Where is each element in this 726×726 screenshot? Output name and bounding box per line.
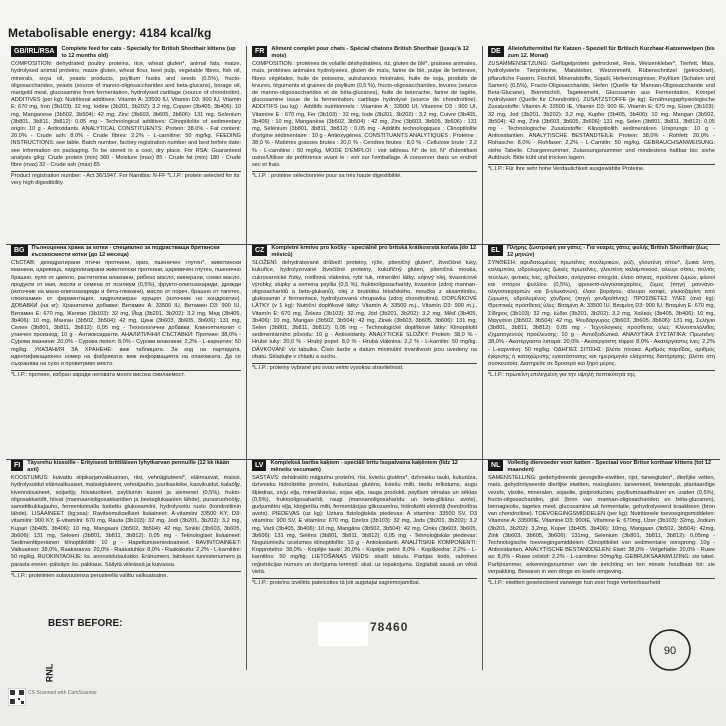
- scanner-watermark: CS Scanned with CamScanner: [28, 690, 97, 696]
- panel-fr: [246, 46, 482, 244]
- panel-body: ZUSAMMENSETZUNG: Geflügelprotein getrocknet, Reis, Weizenkleber*, Tierfett, Mais, hydrolysierte Tierproteine, Maiskleber, Weizenmehl, Rübenschnitzel (getrocknet), pflanzliche Fasern, Fischöl, Mineralstoffe, Sojaöl, Hefeerzeugnisse, Psyllium (Schalen und Samen) (0,5%), Fructo-Oligosaccharide, Hefen (Quelle für Mannan-Oligosaccharide und Beta-Glucane), Borretschöl, Tagetesmehl, Glucosamin aus Fermentation, Knorpel hydrolysiert (Quelle für Chondroitin). ZUSATZSTOFFE (je kg): Ernährungsphysiologische Zusatzstoffe: Vitamin A: 33500 IE, Vitamin D3: 900 IE, Vitamin E: 670 mg, Eisen (3b103): 32 mg, Jod (3b201, 3b202): 3,2 mg, Kupfer (3b405, 3b406): 10 mg, Mangan (3b502, 3b504): 42 mg, Zink (3b603, 3b605, 3b606): 131 mg, Selen (3b801, 3b811, 3b812): 0,05 mg - Technologische Zusatzstoffe: Klinoptilolith sedimentären Ursprungs: 10 g - Antioxidantien. ANALYTISCHE BESTANDTEILE: Protein: 38,0% - Rohfett: 20,0% - Rohasche: 8,0% - Rohfaser: 2,2% - L-Carnitin: 50 mg/kg. GEBRAUCHSANWEISUNG: siehe Tabelle. Chargennummer, Zulassungsnummer und mindestens haltbar bis: siehe Aufdruck. Bitte kühl und trocken lagern.: [488, 61, 715, 161]
- panel-title: Täysrehu kissoille - Erityisesti brittiläisen lyhytkarvan pennuille (12 kk ikään asti): [27, 460, 230, 473]
- lang-code-lv: LV: [252, 460, 266, 471]
- panel-title: Kompleksā barība kaķiem - speciāli britu īsspalvaina kaķēniem (līdz 12 mēnešu vecumam): [270, 460, 458, 473]
- lang-code-gb: GB/IRL/RSA: [11, 46, 57, 57]
- panel-title: Complete feed for cats - Specially for British Shorthair kittens (up to 12 months old): [61, 46, 236, 59]
- panel-footnote: Product registration number: - Act 36/1947. For Namibia: N-FF *L.I.P.: protein selected for its very high digestibility.: [11, 173, 240, 187]
- lang-code-fi: FI: [11, 460, 23, 471]
- panel-body: SAMENSTELLING: gedehydreerde gevogelte-eiwitten, rijst, tarwegluten*, dierlijke vetten, maïs, gehydrolyseerde dierlijke eiwitten, maïsgluten, tarwemeel, bietenpulp, plantaardige vezels, visolie, mineralen, sojaolie, gistproducten, psylliumzaadhulzen en -zaden (0,5%), fructo-oligosachariden, gist (bron van mannan-oligosachariden en bèta-glucanen), bernagieolie, tagetes meel, glucosamine uit fermentatie, gehydrolyseerd kraakbeen (bron van chondroïtine). TOEVOEGINGSMIDDELEN (per kg): Nutritionele toevoegingsmiddelen: Vitamine A: 33500IE, Vitamine D3: 900IE, Vitamine E: 670mg, IJzer (3b103): 32mg, Jodium (3b201, 3b202): 3,2mg, Koper (3b405, 3b406): 10mg, Mangaan (3b502, 3b504): 42mg, Zink (3b603, 3b605, 3b606): 131mg, Selenium (3b801, 3b811, 3b812): 0,05mg - Technologische toevoegingsmiddelen: Clinoptiloliet van sedimentaire oorsprong: 10g - Antioxidanten. ANALYTISCHE BESTANDDELEN: Eiwit: 38,0% - Vetgehalte: 20,0% - Ruwe as: 8,0% - Ruwe celstof: 2,2% - L-carnitine: 50mg/kg. GEBRUIKSAANWIJZING: zie tabel. Partijnummer, erkenningsnummer van de inrichting en ten minste houdbaar tot: zie verpakking. Bewaren in een droge en koele omgeving.: [488, 475, 715, 575]
- qr-code-icon: [8, 688, 26, 706]
- language-grid: [6, 46, 720, 670]
- panel-title: Aliment complet pour chats - Spécial chatons British Shorthair (jusqu'à 12 mois): [271, 46, 469, 59]
- recycle-symbol-icon: [640, 620, 700, 680]
- panel-body: ΣΥΝΘΕΣΗ: αφυδατωμένες πρωτεΐνες πουλερικών, ρύζι, γλουτένη σίτου*, ζωικά λίπη, καλαμπόκι, υδρολυμένες ζωικές πρωτεΐνες, γλουτένη καλαμποκιού, αλεύρι σίτου, πολτός τεύτλων, φυτικές ίνες, ιχθυέλαιο, ανόργανα στοιχεία, έλαιο σόγιας, προϊόντα ζυμών, φλοιοί και σπόροι ψυλλίου (0,5%), φρουκτο-ολιγοσακχαρίτες, ζύμες (πηγή μαννάνο-ολιγοσακχαριτών και β-γλυκανών), έλαιο βοράγου, άλευρο κατιφέ, γλυκοζαμίνη από ζύμωση, υδρολυμένος χόνδρος (πηγή χονδροϊτίνης). ΠΡΟΣΘΕΤΕΣ ΥΛΕΣ (ανά kg): Θρεπτικές πρόσθετες ύλες: Βιταμίνη A: 33500 IU, Βιταμίνη D3: 900 IU, Βιταμίνη E: 670 mg, Σίδηρος (3b103): 32 mg, Ιώδιο (3b201, 3b202): 3,2 mg, Χαλκός (3b405, 3b406): 10 mg, Μαγγάνιο (3b502, 3b504): 42 mg, Ψευδάργυρος (3b603, 3b605, 3b606): 131 mg, Σελήνιο (3b801, 3b811, 3b812): 0,05 mg - Τεχνολογικές πρόσθετες ύλες: Κλινοπτιλόλιθος ιζηματογενούς προέλευσης: 10 g - Αντιοξειδωτικά. ΑΝΑΛΥΤΙΚΑ ΣΥΣΤΑΤΙΚΑ: Πρωτεΐνη: 38,0% - Ακατέργαστα λιπαρά: 20,0% - Ακατέργαστη τέφρα: 8,0% - Ακατέργαστες ίνες: 2,2% - L-καρνιτίνη: 50 mg/kg. ΟΔΗΓΙΕΣ ΣΙΤΙΣΗΣ: βλέπε πίνακα. Αριθμός παρτίδας, αριθμός έγκρισης ή καταχώρισης εγκατάστασης και ημερομηνία ελάχιστης διατήρησης: βλέπε στη συσκευασία. Διατηρείτε σε δροσερό και ξηρό μέρος.: [488, 260, 715, 368]
- panel-gb: [6, 46, 246, 244]
- panel-title: Alleinfuttermittel für Katzen - Speziell für Britisch Kurzhaar-Katzenwelpen (bis zum 12. Monat): [507, 46, 715, 59]
- panel-footnote: *L.I.P. : protéine sélectionnée pour sa très haute digestibilité.: [252, 171, 477, 180]
- panel-footnote: *L.I.P.: proteiinien sulavuutensa perusteella valittu valkuaisaine.: [11, 571, 241, 580]
- metabolisable-energy: Metabolisable energy: 4184 kcal/kg: [8, 26, 212, 40]
- panel-title: Kompletní krmivo pro kočky - speciálně pro britská krátkosrstá koťata (do 12 měsíců): [271, 245, 477, 258]
- panel-footnote: *L.I.P.: proteiny vybrané pro svou velmi vysokou stravitelnost.: [252, 363, 477, 372]
- lang-code-nl: NL: [488, 460, 503, 471]
- grid-row-2: [6, 245, 720, 459]
- panel-body: СЪСТАВ: дехидратирани птичи протеини, ориз, пшеничен глутен*, животински мазнини, царевица, хидролизирани животински протеини, царевичен глутен, пшенично брашно, пулп от цвекло, растителни влакнини, рибено масло, минерали, соево масло, продукти от мая, люспи и семена от псилиум (0,5%), фрукто-олигозахариди, дрожди (източник на мано-олигозахариди и бета-глюкани), масло от пореч, брашно от тагетес, глюкозамин от ферментация, хидролизиран хрущял (източник на хондроитин). ДОБАВКИ (на кг): Хранителни добавки: Витамин А: 33500 IU, Витамин D3: 900 IU, Витамин Е: 670 mg, Желязо (3b103): 32 mg, Йод (3b201, 3b202): 3,2 mg, Мед (3b405, 3b406): 10 mg, Манган (3b502, 3b504): 42 mg, Цинк (3b603, 3b605, 3b606): 131 mg, Селен (3b801, 3b811, 3b812): 0,05 mg - Технологични добавки: Клиноптилолит с утаечен произход: 10 g - Антиоксиданти. АНАЛИТИЧНИ СЪСТАВКИ: Протеин: 38,0% - Сурови мазнини: 20,0% - Сурова пепел: 8,0% - Сурови влакнини: 2,2% - L-карнитин: 50 mg/kg. УКАЗАНИЯ ЗА ХРАНЕНЕ: виж таблицата. За код на партидата, идентификационен номер на фабриката: виж информацията на опаковката. Да се съхранява на сухо и проветриво място.: [11, 260, 241, 368]
- panel-body: KOOSTUMUS: kuivattu siipikarjanvalkuainen, riisi, vehnägluteeni*, eläinrasvat, maissi, hydrolysoidut eläinvalkuaiset, maissigluteeni, vehnäjauho, juurikasleike, kasvikuidut, kalaöljy, kivennäisaineet, soijaöljy, hiivatuotteet, psylliumin kuoret ja siemenet (0,5%), frukto-oligosakkaridit, hiivat (mannaanioligosakkaridien ja beetaglukaanien lähde), purasruohoöljy, samettikukkajauho, fermentoimalla tuotettu glukosamiini, hydrolysoitu rusto (kondroitiinin lähde). LISÄAINEET (kg:ssa): Ravitsemukselliset lisäaineet: A-vitamiini 33500 KY, D3-vitamiini: 900 KY, E-vitamiini: 670 mg, Rauta (3b103): 32 mg, Jodi (3b201, 3b202): 3,2 mg, Kupari (3b405, 3b406): 10 mg, Mangaani (3b502, 3b504): 42 mg, Sinkki (3b603, 3b605, 3b606): 131 mg, Seleeni (3b801, 3b811, 3b812): 0,05 mg - Teknologiset lisäaineet: Sedimenttiperäinen klinoptiloliitti: 10 g - Hapettumisenestoaineet. RAVINTOAINEET: Valkuainen: 38,0%, Raakarasva: 20,0% - Raakatuhka: 8,0% - Raakakuitu: 2,2% - L-karnitiini: 50 mg/kg. RUOKINTAOHJE: ks. annostelutaulukko. Eränumero, laitoksen tunnistenumero ja parasta ennen -päiväys: ks. pakkaus. Säilytä viileässä ja kuivassa.: [11, 475, 241, 568]
- panel-body: SLOŽENÍ: dehydratované drůbeží proteiny, rýže, pšeničný gluten*, živočišné tuky, kukuřice, hydrolyzované živočišné proteiny, kukuřičný gluten, pšeničná mouka, cukrovarnické řízky, rostlinná vláknina, rybí tuk, minerální látky, sójový olej, kvasnicové výrobky, slupky a semena psyllia (0,5 %), fruktooligosacharidy, kvasnice (zdroj mannan-oligosacharidů a beta-glukanů), olej z brutnáku lékařského, moučka z aksamitníku, glukosamin z fermentace, hydrolyzovaná chrupavka (zdroj chondroitinu). DOPLŇKOVÉ LÁTKY (v 1 kg): Nutriční doplňkové látky: Vitamín A: 33500 m.j., Vitamín D3: 900 m.j., Vitamín E: 670 mg, Železo (3b103): 32 mg, Jód (3b201, 3b202): 3,2 mg, Měď (3b405, 3b406): 10 mg, Mangan (3b502, 3b504): 42 mg, Zinek (3b603, 3b605, 3b606): 131 mg, Selen (3b801, 3b811, 3b812): 0,05 mg - Technologické doplňkové látky: Klinoptilolit sedimentárního původu: 10 g - Antioxidanty. ANALYTICKÉ SLOŽKY: Protein: 38,0 % - Hrubé tuky: 20,0 % - Hrubý popel: 8,0 % - Hrubá vláknina: 2,2 % - L-karnitin: 50 mg/kg. DÁVKOVÁNÍ: viz tabulka. Číslo šarže a datum minimální trvanlivosti jsou uvedeny na obalu. Skladujte v chladu a suchu.: [252, 260, 477, 360]
- best-before-label: BEST BEFORE:: [48, 618, 123, 629]
- panel-bg: [6, 245, 246, 459]
- panel-title: Пълноценна храна за котки - специално за подрастващи британски късокосмести котки (до 12 месеца): [31, 245, 220, 258]
- lang-code-el: EL: [488, 245, 503, 256]
- panel-footnote: *L.I.P.: πρωτεΐνη επιλεγμένη για την υψηλή πεπτικότητά της.: [488, 370, 715, 379]
- grid-row-1: [6, 46, 720, 244]
- bottom-vertical-text: RNL: [44, 663, 55, 683]
- panel-title: Πλήρης ζωοτροφή για γάτες - Για νεαρές γάτες φυλής British Shorthair (έως 12 μηνών): [506, 245, 709, 258]
- lot-number: 78460: [370, 620, 409, 634]
- lang-code-fr: FR: [252, 46, 267, 57]
- lang-code-de: DE: [488, 46, 504, 57]
- panel-el: [482, 245, 720, 459]
- panel-de: [482, 46, 720, 244]
- lang-code-bg: BG: [11, 245, 28, 256]
- lang-code-cz: CZ: [252, 245, 267, 256]
- panel-footnote: *L.I.P.: Für ihre sehr hohe Verdaulichkeit ausgewählte Proteine.: [488, 164, 715, 173]
- panel-body: COMPOSITION : protéines de volaille déshydratées, riz, gluten de blé*, graisses animales, maïs, protéines animales hydrolysées, gluten de maïs, farine de blé, pulpe de betterave, fibres végétales, huile de poissons, substances minérales, huile de soja, produits de levures, téguments et graines de psyllium (0,5 %), fructo-oligosaccharides, levures (source de manno-oligosaccharides et de bêta-glucanes), huile de bourrache, farine de tagète, glucosamine issue de la fermentation, cartilage hydrolysé (source de chondroïtine). ADDITIFS (au kg) : Additifs nutritionnels : Vitamine A : 33500 UI, Vitamine D3 : 900 UI, Vitamine E : 670 mg, Fer (3b103) : 32 mg, Iode (3b201, 3b202) : 3,2 mg, Cuivre (3b405, 3b406) : 10 mg, Manganèse (3b502, 3b504) : 42 mg, Zinc (3b603, 3b605, 3b606) : 131 mg, Sélénium (3b801, 3b811, 3b812) : 0,05 mg - Additifs technologiques : Clinoptilolite d'origine sédimentaire : 10 g - Antioxygènes. CONSTITUANTS ANALYTIQUES : Protéine : 38,0 % - Matières grasses brutes : 20,0 % - Cendres brutes : 8,0 % - Cellulose brute : 2,2 % - L-carnitine : 50 mg/kg. MODE D'EMPLOI : voir tableau. N° de lot, N° d'identifiant usine/Utiliser de préférence avant le : voir sur l'emballage. À conserver dans un endroit sec et frais.: [252, 61, 477, 169]
- panel-fi: [6, 460, 246, 670]
- panel-footnote: *L.I.P.: протеин, избран заради неговата много висока смилаемост.: [11, 370, 241, 379]
- recycle-number: 90: [663, 645, 677, 657]
- panel-title: Volledig diervoeder voor katten - Speciaal voor Britse korthaar kittens (tot 12 maanden): [507, 460, 712, 473]
- panel-body: SASTĀVS: dehidratēti mājputnu proteīni, rīsi, kviešu glutēns*, dzīvnieku tauki, kukurūza, dzīvnieku hidrolizētie proteīni, kukurūzas glutēns, kviešu milti, biešu mīkstums, augu šķiedras, zivju eļļa, minerālvielas, sojas eļļa, rauga produkti, psyllium sēnalas un sēklas (0,5%), fruktooligosaharīdi, raugi (mannanoligosaharīdu un beta-glikānu avots), gurķumētru eļļa, kliņģerīšu milti, fermentācijas glikozamīns, hidrolizēti skrimšļi (hondroitīna avots). PIEDEVAS (uz kg): Uztura fizioloģiskās piedevas: A vitamīns: 33500 SV, D3 vitamīns: 900 SV, E vitamīns: 670 mg, Dzelzs (3b103): 32 mg, Jods (3b201, 3b202): 3,2 mg, Varš (3b405, 3b406): 10 mg, Mangāns (3b502, 3b504): 42 mg, Cinks (3b603, 3b605, 3b606): 131 mg, Selēns (3b801, 3b811, 3b812): 0,05 mg - Tehnoloģiskās piedevas: Nogulumiežu izcelsmes klinoptilolīts: 10 g - Antioksidanti. ANALĪTISKIE KOMPONENTI: Kopproteīns: 38,0% - Kopējie tauki: 20,0% - Kopējie pelni: 8,0% - Kopšķiedra: 2,2% - L-karnitīns: 50 mg/kg. LIETOŠANAS VEIDS: skatīt tabulu. Partijas kods, ražotnes reģistrācijas numurs un derīguma termiņš: skat. uz iepakojuma. Uzglabāt sausā un vēsā vietā.: [252, 475, 477, 575]
- panel-footnote: *L.I.P.: proteīns izvēlēts pateicoties tā ļoti augstajai sagremojamībai.: [252, 578, 477, 587]
- panel-cz: [246, 245, 482, 459]
- panel-body: COMPOSITION: dehydrated poultry proteins, rice, wheat gluten*, animal fats, maize, hydrolysed animal proteins, maize gluten, wheat flour, beet pulp, vegetable fibres, fish oil, minerals, soya oil, yeasts products, psyllium husks and seeds (0.5%), fructo-oligosaccharides, yeasts (source of manno-oligosaccharides and beta-glucans), borage oil, marigold meal, glucosamine from fermentation, hydrolysed cartilage (source of chondroitin). ADDITIVES (per kg): Nutritional additives: Vitamin A: 33500 IU, Vitamin D3: 900 IU, Vitamin E: 670 mg, Iron (3b103): 32 mg, Iodine (3b201, 3b202): 3.2 mg, Copper (3b405, 3b406): 10 mg, Manganese (3b502, 3b504): 42 mg, Zinc (3b603, 3b605, 3b606): 131 mg, Selenium (3b801, 3b811, 3b812): 0.05 mg - Technological additives: Clinoptilolite of sedimentary origin: 10 g - Antioxidants. ANALYTICAL CONSTITUENTS: Protein: 38.0% - Fat content: 20.0% - Crude ash: 8.0% - Crude fibres: 2.2% - L-carnitine: 50 mg/kg. FEEDING INSTRUCTIONS: see table. Batch number, factory registration number and best before date: see information on packaging. To be stored in a cool, dry place. For RSA: Guaranteed analysis g/kg: Crude protein (min) 360 - Moisture (max) 85 - Crude fat (min) 180 - Crude fibre (max) 32 - Crude ash (max) 85: [11, 61, 241, 169]
- panel-footnote: *L.I.P.: eiwitten geselecteerd vanwege hun zeer hoge verteerbaarheid: [488, 578, 715, 587]
- torn-patch: [318, 622, 368, 646]
